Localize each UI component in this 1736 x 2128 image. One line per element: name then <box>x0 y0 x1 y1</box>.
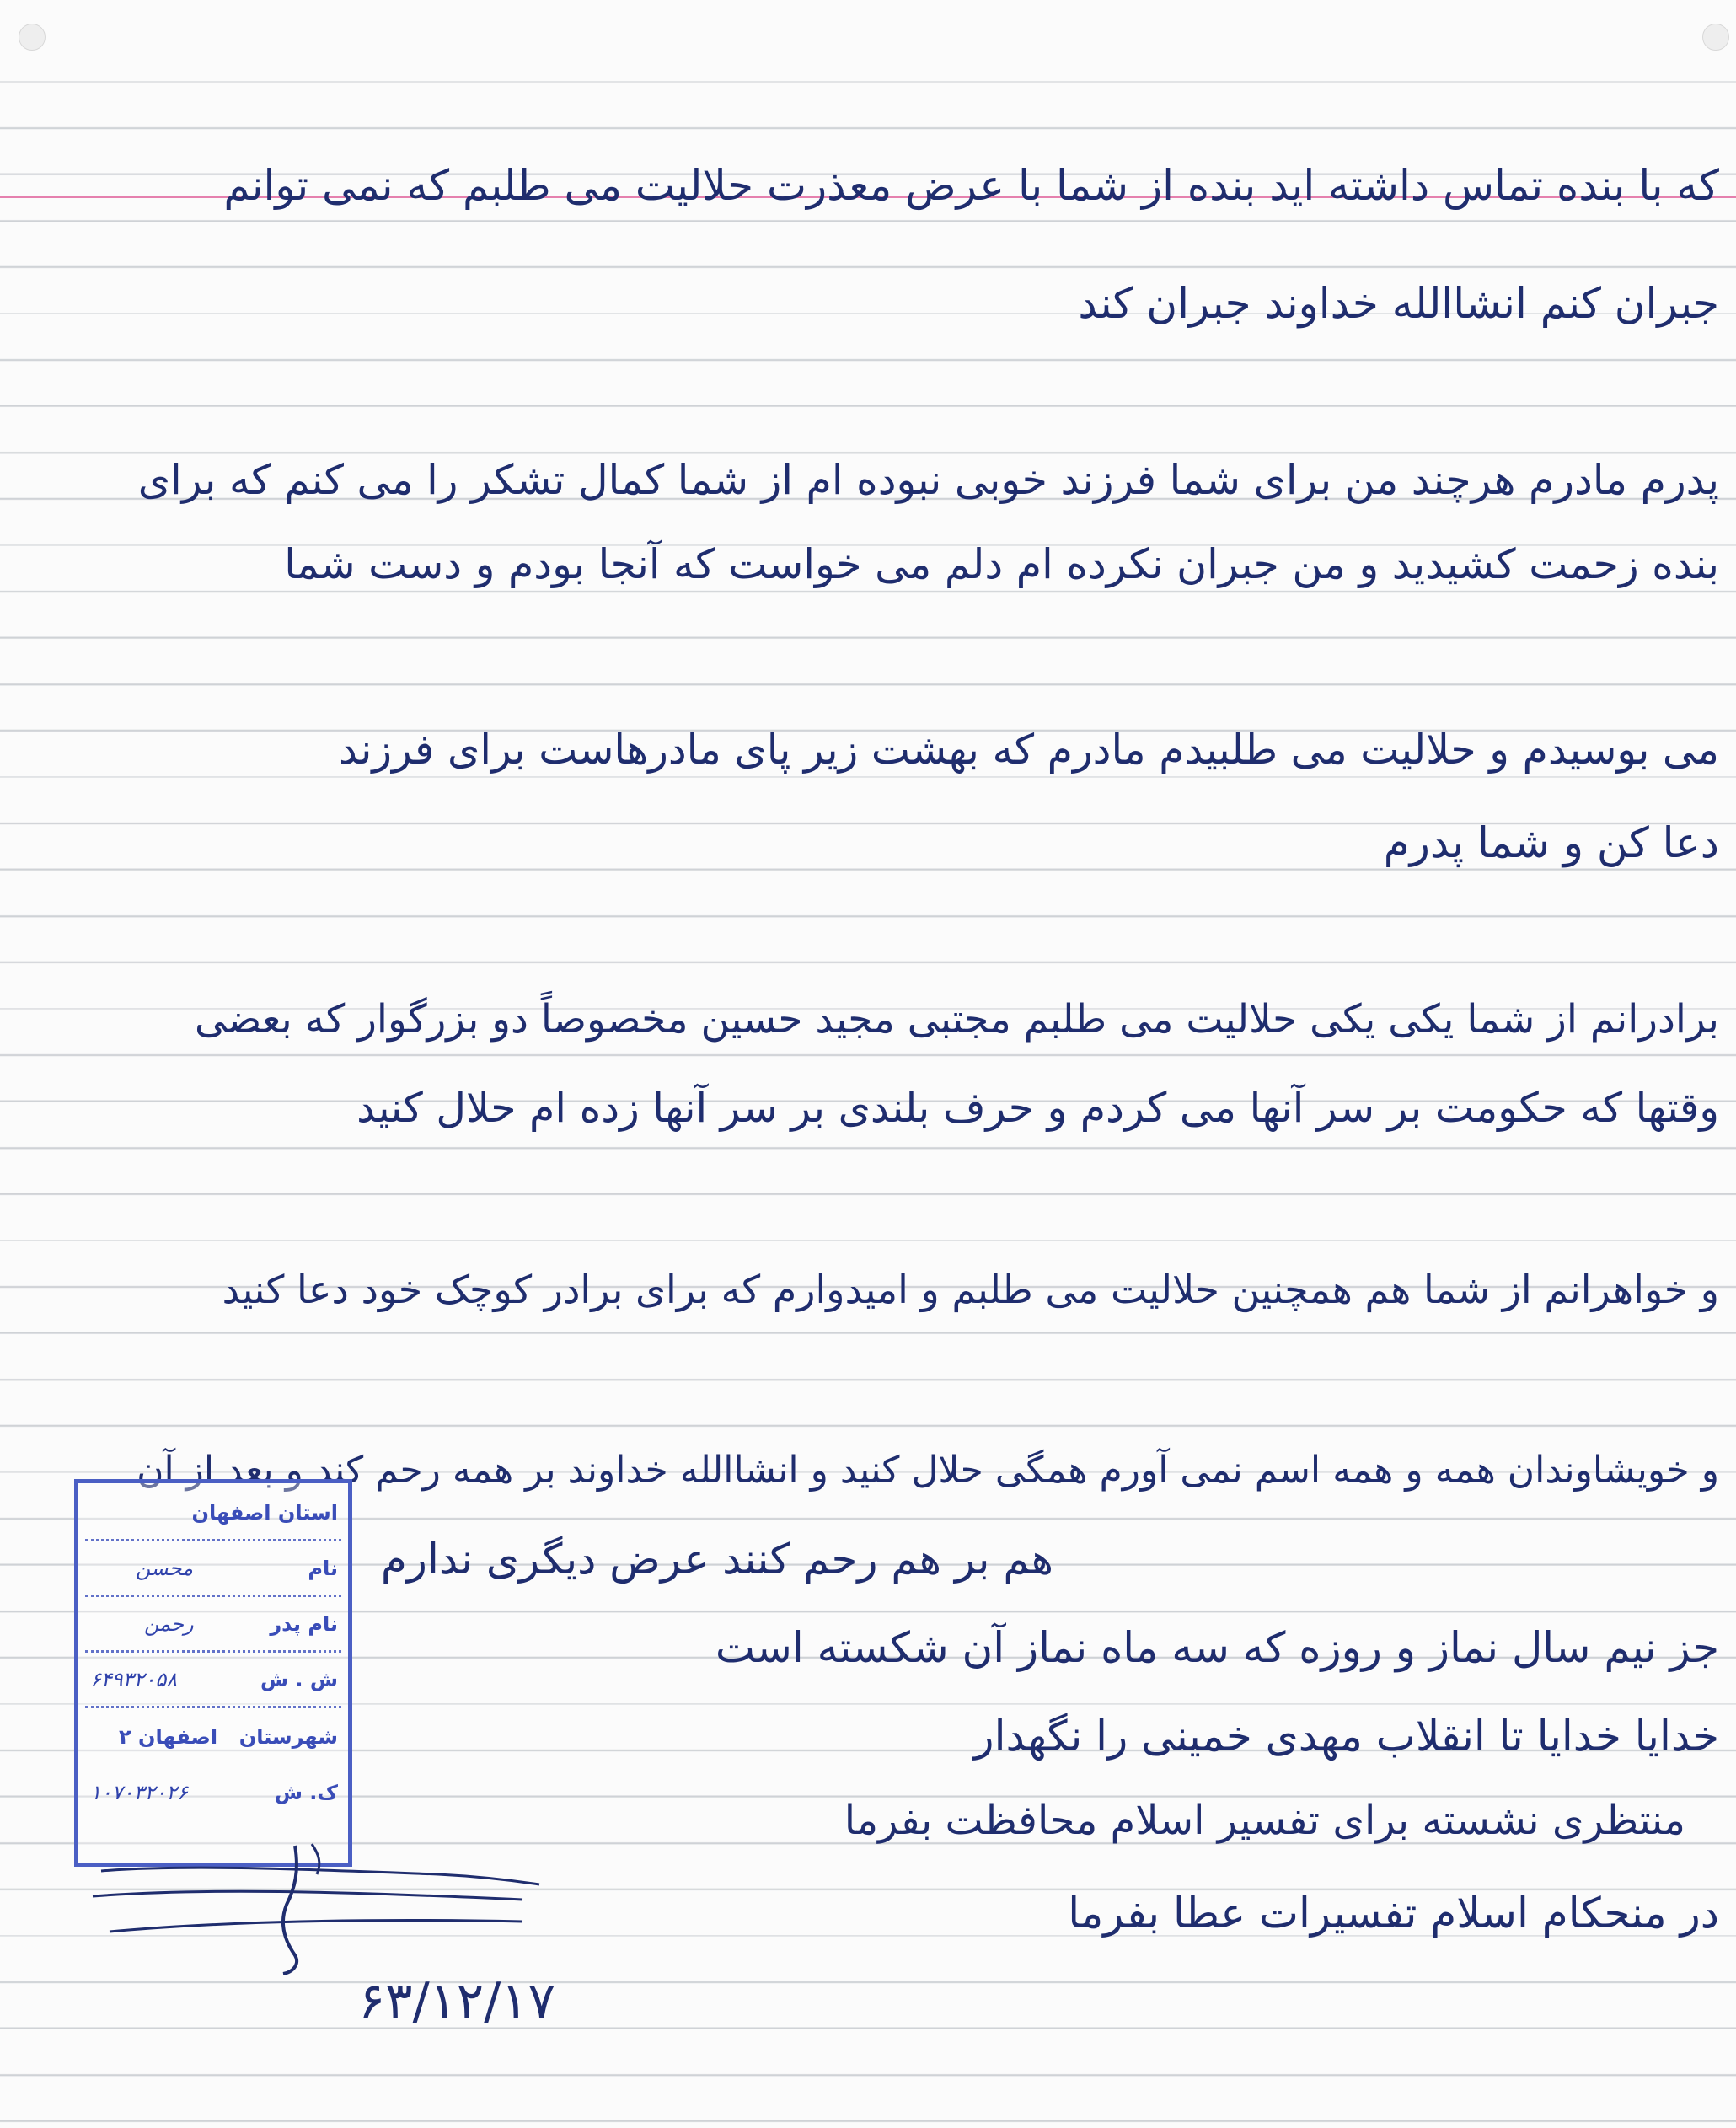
stamp-header-row <box>85 1487 341 1541</box>
letter-line-9: و خواهرانم از شما هم همچنین حلالیت می طلبم و امیدوارم که برای برادر کوچک خود دعا کنید <box>222 1267 1719 1312</box>
letter-line-4: بنده زحمت کشیدید و من جبران نکرده ام دلم می خواست که آنجا بودم و دست شما <box>284 540 1719 588</box>
letter-line-2: جبران کنم انشاالله خداوند جبران کند <box>1078 279 1719 328</box>
stamp-name-row <box>85 1542 341 1597</box>
stamp-city-label: شهرستان <box>238 1725 338 1749</box>
stamp-header: استان اصفهان <box>191 1501 338 1525</box>
letter-line-5: می بوسیدم و حلالیت می طلبیدم مادرم که بهشت زیر پای مادرهاست برای فرزند <box>338 726 1719 774</box>
stamp-id-label: ش . ش <box>260 1668 338 1691</box>
stamp-code-label: ک. ش <box>274 1781 338 1804</box>
stamp-name-value: محسن <box>136 1557 194 1580</box>
stamp-city-value: اصفهان ۲ <box>119 1725 218 1749</box>
identity-stamp <box>74 1479 352 1867</box>
stamp-father-row <box>85 1598 341 1653</box>
letter-date: ۶۳/۱۲/۱۷ <box>358 1972 555 2031</box>
stamp-father-value: رحمن <box>144 1612 194 1636</box>
letter-line-13: خدایا خدایا تا انقلاب مهدی خمینی را نگهدار <box>973 1712 1719 1761</box>
letter-line-10: و خویشاوندان همه و همه اسم نمی آورم همگی حلال کنید و انشاالله خداوند بر همه رحم کند و بعد از آن <box>137 1449 1719 1492</box>
stamp-city-row <box>85 1711 341 1763</box>
letter-line-14: منتظری نشسته برای تفسیر اسلام محافظت بفرما <box>844 1797 1685 1844</box>
letter-line-12: جز نیم سال نماز و روزه که سه ماه نماز آن شکسته است <box>715 1623 1719 1672</box>
binder-hole <box>19 24 46 51</box>
letter-line-7: برادرانم از شما یکی یکی حلالیت می طلبم مجتبی مجید حسین مخصوصاً دو بزرگوار که بعضی <box>195 996 1719 1043</box>
stamp-id-row <box>85 1654 341 1708</box>
stamp-father-label: نام پدر <box>270 1612 338 1636</box>
letter-line-1: که با بنده تماس داشته اید بنده از شما با عرض معذرت حلالیت می طلبم که نمی توانم <box>223 161 1719 210</box>
stamp-id-value: ۶۴۹۳۲۰۵۸ <box>90 1668 178 1691</box>
stamp-code-value: ۱۰۷۰۳۲۰۲۶ <box>90 1781 189 1804</box>
letter-line-15: در منحکام اسلام تفسیرات عطا بفرما <box>1068 1889 1719 1938</box>
letter-line-8: وقتها که حکومت بر سر آنها می کردم و حرف بلندی بر سر آنها زده ام حلال کنید <box>356 1084 1719 1132</box>
handwritten-signature <box>84 1837 556 1981</box>
letter-line-11: هم بر هم رحم کنند عرض دیگری ندارم <box>380 1535 1053 1584</box>
letter-line-3: پدرم مادرم هرچند من برای شما فرزند خوبی نبوده ام از شما کمال تشکر را می کنم که برای <box>137 456 1719 504</box>
stamp-code-row <box>85 1766 341 1819</box>
binder-hole <box>1702 24 1729 51</box>
letter-line-6: دعا کن و شما پدرم <box>1383 818 1719 867</box>
stamp-name-label: نام <box>308 1557 338 1580</box>
